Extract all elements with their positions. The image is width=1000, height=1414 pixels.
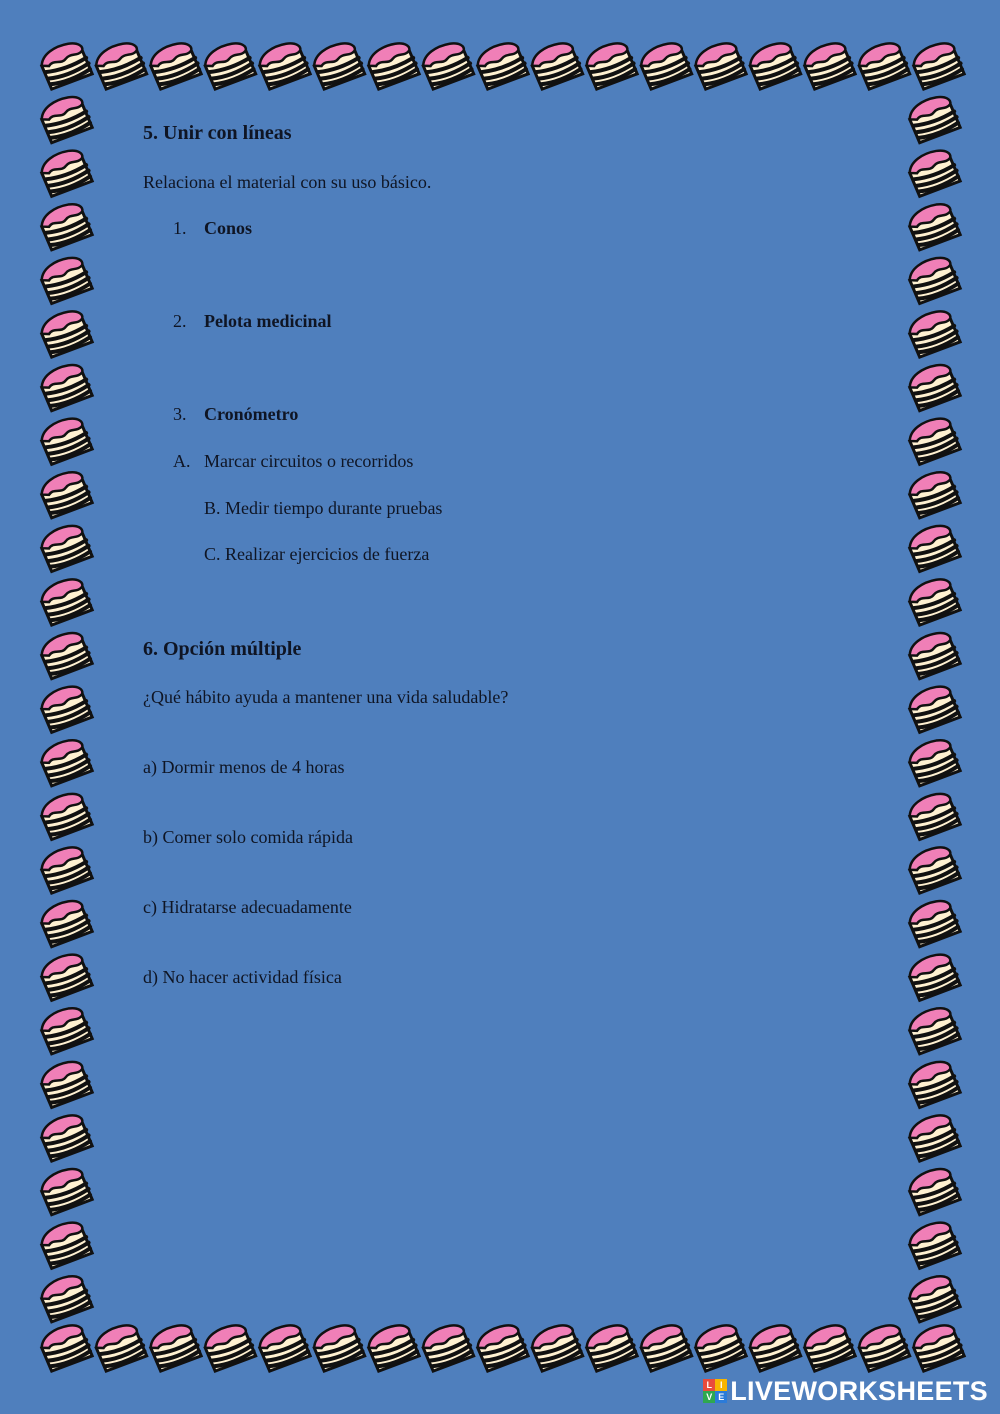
cake-slice-icon [202, 40, 257, 90]
cake-slice-icon [93, 40, 148, 90]
cake-slice-icon [906, 629, 961, 679]
cake-slice-icon [38, 40, 93, 90]
cake-slice-icon [906, 147, 961, 197]
cake-slice-icon [38, 683, 93, 733]
cake-slice-icon [906, 1219, 961, 1269]
section-5-instruction: Relaciona el material con su uso básico. [143, 172, 432, 192]
cake-slice-icon [906, 201, 961, 251]
cake-slice-icon [747, 40, 802, 90]
material-item-cronometro: Cronómetro [204, 404, 299, 424]
material-number: 1. [173, 218, 187, 238]
cake-slice-icon [38, 1058, 93, 1108]
cake-slice-icon [801, 40, 856, 90]
cake-slice-icon [906, 1165, 961, 1215]
material-number: 2. [173, 311, 187, 331]
cake-slice-icon [38, 469, 93, 519]
liveworksheets-mark-icon [703, 1379, 727, 1403]
cake-slice-icon [147, 1322, 202, 1372]
cake-slice-icon [583, 1322, 638, 1372]
cake-slice-icon [474, 40, 529, 90]
cake-slice-icon [638, 1322, 693, 1372]
cake-slice-icon [38, 576, 93, 626]
liveworksheets-logo-text: LIVEWORKSHEETS [730, 1375, 988, 1406]
option-a[interactable]: a) Dormir menos de 4 horas [143, 757, 345, 777]
cake-slice-icon [906, 1005, 961, 1055]
cake-slice-icon [38, 415, 93, 465]
cake-slice-icon [906, 683, 961, 733]
use-item-a: Marcar circuitos o recorridos [204, 451, 414, 471]
cake-slice-icon [365, 40, 420, 90]
cake-slice-icon [38, 308, 93, 358]
cake-slice-icon [906, 790, 961, 840]
cake-slice-icon [906, 1058, 961, 1108]
cake-slice-icon [906, 576, 961, 626]
cake-slice-icon [38, 522, 93, 572]
cake-slice-icon [38, 1219, 93, 1269]
cake-slice-icon [583, 40, 638, 90]
cake-slice-icon [474, 1322, 529, 1372]
cake-slice-icon [38, 951, 93, 1001]
cake-slice-icon [38, 201, 93, 251]
section-6-title: 6. Opción múltiple [143, 638, 302, 660]
cake-slice-icon [256, 40, 311, 90]
cake-slice-icon [856, 1322, 911, 1372]
cake-slice-icon [256, 1322, 311, 1372]
cake-slice-icon [906, 844, 961, 894]
use-item-c: C. Realizar ejercicios de fuerza [204, 544, 430, 564]
logo-mark-letter: L [703, 1379, 715, 1391]
cake-slice-icon [747, 1322, 802, 1372]
use-item-b: B. Medir tiempo durante pruebas [204, 498, 443, 518]
cake-slice-icon [906, 308, 961, 358]
cake-slice-icon [906, 951, 961, 1001]
cake-slice-icon [38, 1273, 93, 1323]
cake-slice-icon [906, 254, 961, 304]
cake-slice-icon [906, 897, 961, 947]
material-item-pelota-medicinal: Pelota medicinal [204, 311, 332, 331]
cake-slice-icon [38, 1112, 93, 1162]
cake-slice-icon [38, 361, 93, 411]
cake-slice-icon [529, 1322, 584, 1372]
logo-mark-letter: V [703, 1391, 715, 1403]
option-b[interactable]: b) Comer solo comida rápida [143, 827, 353, 847]
cake-slice-icon [906, 469, 961, 519]
section-5-title: 5. Unir con líneas [143, 122, 292, 144]
cake-slice-icon [93, 1322, 148, 1372]
cake-slice-icon [910, 1322, 965, 1372]
cake-slice-icon [906, 361, 961, 411]
use-letter: A. [173, 451, 191, 471]
liveworksheets-logo[interactable] [703, 1376, 988, 1406]
cake-slice-icon [38, 844, 93, 894]
cake-slice-icon [692, 1322, 747, 1372]
cake-slice-icon [638, 40, 693, 90]
cake-slice-icon [906, 415, 961, 465]
cake-slice-icon [38, 93, 93, 143]
cake-slice-icon [420, 1322, 475, 1372]
cake-slice-icon [906, 522, 961, 572]
material-number: 3. [173, 404, 187, 424]
cake-slice-icon [906, 1112, 961, 1162]
logo-mark-letter: E [715, 1391, 727, 1403]
cake-slice-icon [38, 147, 93, 197]
cake-slice-icon [420, 40, 475, 90]
cake-slice-icon [910, 40, 965, 90]
cake-slice-icon [801, 1322, 856, 1372]
cake-slice-icon [38, 1322, 93, 1372]
cake-slice-icon [311, 40, 366, 90]
cake-slice-icon [38, 1005, 93, 1055]
cake-slice-icon [856, 40, 911, 90]
option-d[interactable]: d) No hacer actividad física [143, 967, 342, 987]
cake-slice-icon [692, 40, 747, 90]
cake-slice-icon [906, 93, 961, 143]
logo-mark-letter: I [715, 1379, 727, 1391]
cake-slice-icon [38, 737, 93, 787]
cake-slice-icon [38, 897, 93, 947]
cake-slice-icon [906, 1273, 961, 1323]
cake-slice-icon [202, 1322, 257, 1372]
cake-slice-icon [147, 40, 202, 90]
cake-slice-icon [906, 737, 961, 787]
option-c[interactable]: c) Hidratarse adecuadamente [143, 897, 352, 917]
cake-slice-icon [38, 254, 93, 304]
cake-slice-icon [529, 40, 584, 90]
material-item-conos: Conos [204, 218, 253, 238]
cake-slice-icon [38, 629, 93, 679]
question-text: ¿Qué hábito ayuda a mantener una vida saludable? [143, 687, 509, 707]
cake-slice-icon [311, 1322, 366, 1372]
cake-slice-icon [365, 1322, 420, 1372]
cake-slice-icon [38, 1165, 93, 1215]
cake-slice-icon [38, 790, 93, 840]
